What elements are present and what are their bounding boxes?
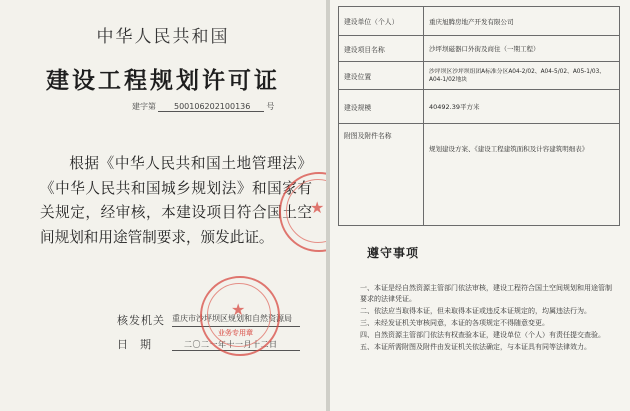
list-item: 四、自然资源主管部门依法有权查验本证，建设单位（个人）有责任提交查验。: [360, 331, 605, 339]
row-label: 附图及附件名称: [339, 124, 424, 226]
table-row: [339, 62, 620, 90]
row-value: 沙坪坝区沙坪坝组团A标准分区A04-2/02、A04-5/02、A05-1/03、A04-1/02地块: [424, 62, 620, 90]
row-value: 规划建设方案、《建设工程建筑面积及计容建筑明细表》: [424, 124, 620, 226]
issuer-value: 重庆市沙坪坝区规划和自然资源局: [172, 314, 292, 323]
table-row: [339, 7, 620, 36]
issuer-label: 核发机关: [117, 314, 165, 327]
table-row: [339, 124, 620, 226]
cert-number-value: 500106202100136: [158, 102, 264, 112]
certificate-body-text: 根据《中华人民共和国土地管理法》《中华人民共和国城乡规划法》和国家有关规定，经审核，本建设项目符合国土空间规划和用途管制要求，颁发此证。: [40, 155, 312, 246]
row-value: 沙坪坝磁器口外街及商住（一期工程）: [424, 36, 620, 62]
project-info-table: [338, 6, 620, 226]
row-value: 40492.39平方米: [424, 90, 620, 124]
list-item: 三、未经发证机关审核同意，本证的各项规定不得随意变更。: [360, 319, 549, 327]
seal-text: 业务专用章: [218, 329, 253, 337]
country-name: 中华人民共和国: [96, 27, 230, 47]
row-label: 建设规模: [339, 90, 424, 124]
list-item: 五、本证所需附图及附件由发证机关依法确定，与本证具有同等法律效力。: [360, 343, 591, 351]
date-value: 二〇二一年十一月十二日: [184, 340, 278, 349]
official-seal: [200, 276, 280, 356]
table-row: [339, 36, 620, 62]
row-value: 重庆旭腾房地产开发有限公司: [424, 7, 620, 36]
list-item: 一、本证是经自然资源主管部门依法审核，建设工程符合国土空间规划和用途管制要求的法律凭证。: [360, 284, 612, 303]
date-label: 日期: [117, 338, 163, 351]
certificate-number: [132, 101, 274, 112]
notice-title: 遵守事项: [367, 246, 420, 260]
seal-star-icon: ★: [310, 198, 325, 217]
row-label: 建设项目名称: [339, 36, 424, 62]
seal-star-icon: ★: [231, 300, 246, 319]
table-row: [339, 90, 620, 124]
certificate-right-page: [330, 0, 630, 411]
row-label: 建设位置: [339, 62, 424, 90]
cert-prefix: 建字第: [132, 102, 156, 111]
row-label: 建设单位（个人）: [339, 7, 424, 36]
notice-list: [360, 283, 615, 354]
certificate-title: 建设工程规划许可证: [46, 68, 280, 94]
list-item: 二、依法应当取得本证，但未取得本证或违反本证规定的，均属违法行为。: [360, 307, 591, 315]
cert-suffix: 号: [266, 102, 275, 111]
